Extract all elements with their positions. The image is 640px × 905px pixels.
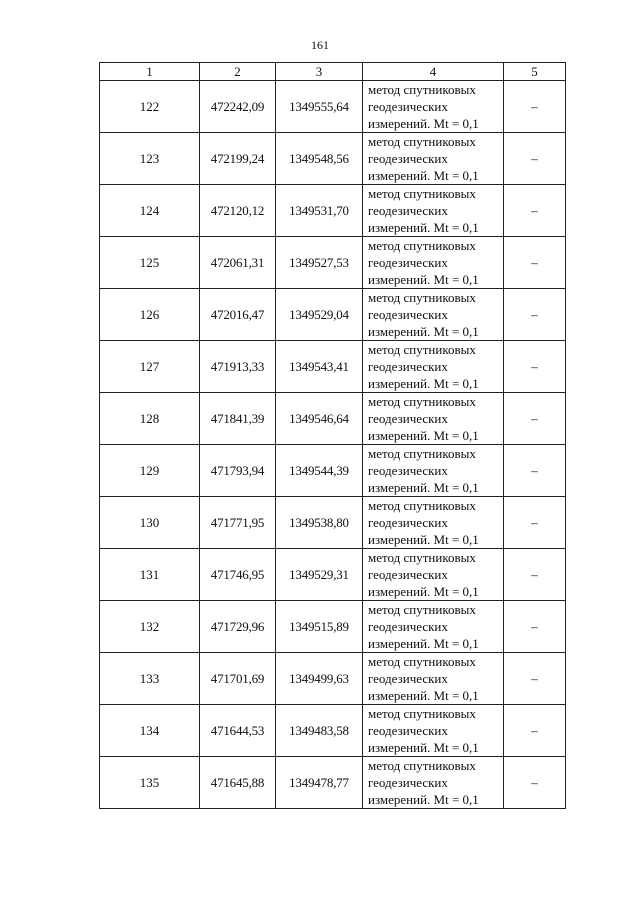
method-line: метод спутниковых (368, 290, 476, 305)
method-line: метод спутниковых (368, 550, 476, 565)
column-header-4: 4 (363, 63, 504, 81)
table-row (100, 185, 566, 237)
point-number-cell: 133 (100, 653, 200, 705)
coordinate-x-cell: 471701,69 (200, 653, 276, 705)
method-line: геодезических (368, 515, 448, 530)
coordinate-y-cell: 1349544,39 (276, 445, 363, 497)
method-line: измерений. Mt = 0,1 (368, 220, 479, 235)
note-cell: – (504, 445, 566, 497)
table-row (100, 341, 566, 393)
coordinate-x-cell: 472199,24 (200, 133, 276, 185)
coordinate-y-cell: 1349548,56 (276, 133, 363, 185)
method-line: метод спутниковых (368, 186, 476, 201)
coordinate-x-cell: 471645,88 (200, 757, 276, 809)
coordinate-y-cell: 1349555,64 (276, 81, 363, 133)
method-line: метод спутниковых (368, 342, 476, 357)
method-line: геодезических (368, 255, 448, 270)
page-number: 161 (311, 38, 329, 52)
method-cell (363, 549, 504, 601)
table-row (100, 81, 566, 133)
method-line: геодезических (368, 307, 448, 322)
coordinate-x-cell: 471793,94 (200, 445, 276, 497)
method-line: геодезических (368, 619, 448, 634)
note-cell: – (504, 133, 566, 185)
method-line: геодезических (368, 723, 448, 738)
method-cell (363, 653, 504, 705)
coordinate-x-cell: 471771,95 (200, 497, 276, 549)
coordinate-x-cell: 472120,12 (200, 185, 276, 237)
method-line: измерений. Mt = 0,1 (368, 376, 479, 391)
point-number-cell: 131 (100, 549, 200, 601)
method-line: измерений. Mt = 0,1 (368, 480, 479, 495)
coordinate-x-cell: 471913,33 (200, 341, 276, 393)
method-line: метод спутниковых (368, 134, 476, 149)
table-row (100, 289, 566, 341)
method-line: метод спутниковых (368, 498, 476, 513)
point-number-cell: 135 (100, 757, 200, 809)
method-line: геодезических (368, 359, 448, 374)
table-row (100, 237, 566, 289)
point-number-cell: 134 (100, 705, 200, 757)
method-line: геодезических (368, 463, 448, 478)
method-line: измерений. Mt = 0,1 (368, 116, 479, 131)
method-line: измерений. Mt = 0,1 (368, 636, 479, 651)
method-line: измерений. Mt = 0,1 (368, 532, 479, 547)
point-number-cell: 125 (100, 237, 200, 289)
table-header (100, 63, 566, 81)
method-line: измерений. Mt = 0,1 (368, 688, 479, 703)
point-number-cell: 124 (100, 185, 200, 237)
table-row (100, 549, 566, 601)
method-cell (363, 757, 504, 809)
note-cell: – (504, 601, 566, 653)
coordinate-x-cell: 471841,39 (200, 393, 276, 445)
method-cell (363, 341, 504, 393)
coordinate-x-cell: 472061,31 (200, 237, 276, 289)
coordinate-y-cell: 1349527,53 (276, 237, 363, 289)
method-line: геодезических (368, 411, 448, 426)
coordinates-table (99, 62, 566, 809)
method-line: геодезических (368, 567, 448, 582)
method-cell (363, 497, 504, 549)
method-cell (363, 81, 504, 133)
note-cell: – (504, 549, 566, 601)
table-row (100, 133, 566, 185)
note-cell: – (504, 185, 566, 237)
coordinate-x-cell: 471746,95 (200, 549, 276, 601)
coordinate-y-cell: 1349499,63 (276, 653, 363, 705)
coordinate-x-cell: 471729,96 (200, 601, 276, 653)
table-row (100, 705, 566, 757)
note-cell: – (504, 757, 566, 809)
method-line: метод спутниковых (368, 602, 476, 617)
point-number-cell: 122 (100, 81, 200, 133)
method-cell (363, 445, 504, 497)
note-cell: – (504, 81, 566, 133)
method-line: измерений. Mt = 0,1 (368, 584, 479, 599)
note-cell: – (504, 393, 566, 445)
method-cell (363, 601, 504, 653)
point-number-cell: 128 (100, 393, 200, 445)
coordinate-y-cell: 1349543,41 (276, 341, 363, 393)
method-line: измерений. Mt = 0,1 (368, 324, 479, 339)
column-header-1: 1 (100, 63, 200, 81)
method-line: метод спутниковых (368, 82, 476, 97)
table-row (100, 393, 566, 445)
method-cell (363, 133, 504, 185)
coordinate-y-cell: 1349478,77 (276, 757, 363, 809)
note-cell: – (504, 705, 566, 757)
note-cell: – (504, 497, 566, 549)
method-line: измерений. Mt = 0,1 (368, 428, 479, 443)
method-cell (363, 393, 504, 445)
note-cell: – (504, 237, 566, 289)
coordinate-y-cell: 1349538,80 (276, 497, 363, 549)
column-header-2: 2 (200, 63, 276, 81)
point-number-cell: 132 (100, 601, 200, 653)
column-header-3: 3 (276, 63, 363, 81)
method-cell (363, 289, 504, 341)
method-line: метод спутниковых (368, 654, 476, 669)
coordinate-x-cell: 472016,47 (200, 289, 276, 341)
coordinate-y-cell: 1349529,31 (276, 549, 363, 601)
method-cell (363, 185, 504, 237)
method-cell (363, 705, 504, 757)
coordinate-x-cell: 471644,53 (200, 705, 276, 757)
method-line: геодезических (368, 151, 448, 166)
point-number-cell: 123 (100, 133, 200, 185)
point-number-cell: 130 (100, 497, 200, 549)
point-number-cell: 126 (100, 289, 200, 341)
table-row (100, 653, 566, 705)
method-line: геодезических (368, 99, 448, 114)
coordinate-y-cell: 1349546,64 (276, 393, 363, 445)
method-line: измерений. Mt = 0,1 (368, 168, 479, 183)
method-line: метод спутниковых (368, 238, 476, 253)
method-line: метод спутниковых (368, 446, 476, 461)
note-cell: – (504, 341, 566, 393)
method-line: метод спутниковых (368, 394, 476, 409)
note-cell: – (504, 653, 566, 705)
table-row (100, 497, 566, 549)
coordinate-y-cell: 1349531,70 (276, 185, 363, 237)
point-number-cell: 129 (100, 445, 200, 497)
table-row (100, 445, 566, 497)
method-line: геодезических (368, 671, 448, 686)
method-line: метод спутниковых (368, 706, 476, 721)
table-body (100, 81, 566, 809)
coordinate-x-cell: 472242,09 (200, 81, 276, 133)
table-row (100, 601, 566, 653)
coordinate-y-cell: 1349529,04 (276, 289, 363, 341)
header-row (100, 63, 566, 81)
method-line: измерений. Mt = 0,1 (368, 272, 479, 287)
column-header-5: 5 (504, 63, 566, 81)
method-line: метод спутниковых (368, 758, 476, 773)
method-line: геодезических (368, 203, 448, 218)
point-number-cell: 127 (100, 341, 200, 393)
method-line: геодезических (368, 775, 448, 790)
note-cell: – (504, 289, 566, 341)
coordinate-y-cell: 1349483,58 (276, 705, 363, 757)
method-cell (363, 237, 504, 289)
method-line: измерений. Mt = 0,1 (368, 740, 479, 755)
table-row (100, 757, 566, 809)
method-line: измерений. Mt = 0,1 (368, 792, 479, 807)
coordinate-y-cell: 1349515,89 (276, 601, 363, 653)
